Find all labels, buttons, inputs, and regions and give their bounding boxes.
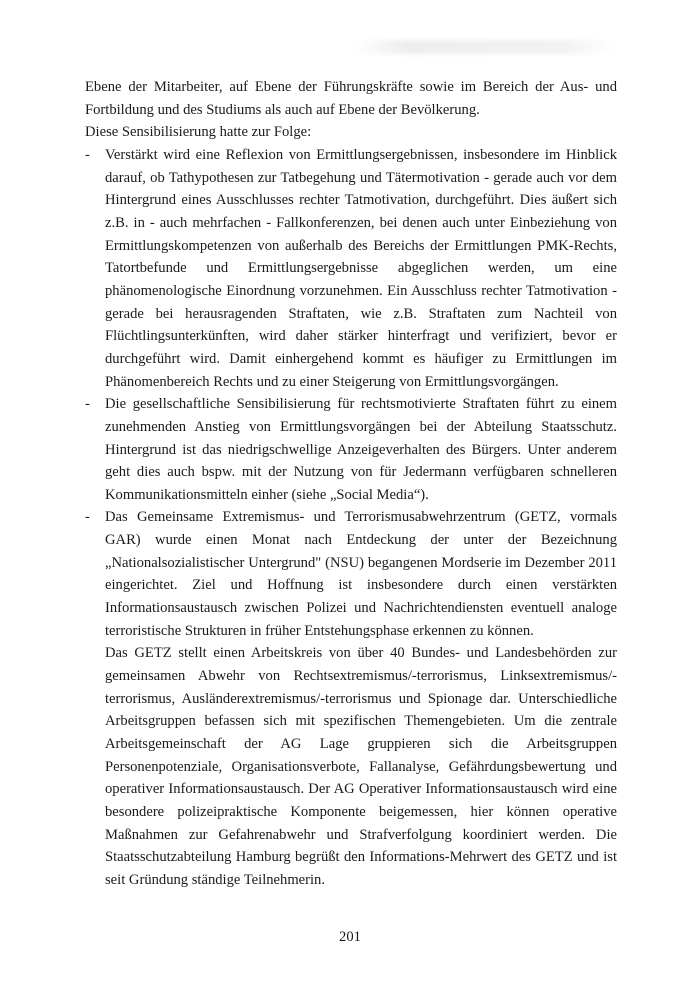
intro-paragraph: Ebene der Mitarbeiter, auf Ebene der Führungskräfte sowie im Bereich der Aus- und Fortbildung und des Studiums als auch auf Ebene der Bevölkerung. xyxy=(85,79,617,118)
bullet-text: Verstärkt wird eine Reflexion von Ermittlungsergebnissen, insbesondere im Hinblick darauf, ob Tathypothesen zur Tatbegehung und Tätermotivation - gerade auch vor dem Hintergrund eines Ausschlusses rechter Tatmotivation, durchgeführt. Dies äußert sich z.B. in - auch mehrfachen - Fallkonferenzen, bei denen auch unter Einbeziehung von Ermittlungskompetenzen von außerhalb des Bereichs der Ermittlungen PMK-Rechts, Tatortbefunde und Ermittlungsergebnisse abgeglichen werden, um eine phänomenologische Einordnung vorzunehmen. Ein Ausschluss rechter Tatmotivation - gerade bei herausragenden Straftaten, wie z.B. Straftaten zum Nachteil von Flüchtlingsunterkünften, wird daher stärker hinterfragt und verifiziert, bevor er durchgeführt wird. Damit einhergehend kommt es häufiger zu Ermittlungen im Phänomenbereich Rechts und zu einer Steigerung von Ermittlungsvorgängen. xyxy=(105,146,617,390)
bullet-text: Die gesellschaftliche Sensibilisierung für rechtsmotivierte Straftaten führt zu einem zunehmenden Anstieg von Ermittlungsvorgängen bei der Abteilung Staatsschutz. Hintergrund ist das niedrigschwellige Anzeigeverhalten des Bürgers. Unter anderem geht dies auch bspw. mit der Nutzung von für Jedermann verfügbaren schnelleren Kommunikationsmitteln einher (siehe „Social Media“). xyxy=(105,396,617,503)
bullet-text: Das Gemeinsame Extremismus- und Terrorismusabwehrzentrum (GETZ, vormals GAR) wurde einen Monat nach Entdeckung der unter der Bezeichnung „Nationalsozialistischer Untergrund" (NSU) begangenen Mordserie im Dezember 2011 eingerichtet. Ziel und Hoffnung ist insbesondere durch einen verstärkten Informationsaustausch zwischen Polizei und Nachrichtendiensten eventuell analoge terroristische Strukturen in früher Entstehungsphase erkennen zu können. xyxy=(105,509,617,639)
bullet-list xyxy=(85,144,617,642)
bullet-marker: - xyxy=(85,396,90,413)
list-item xyxy=(85,144,617,393)
bullet-marker: - xyxy=(85,146,90,163)
document-body xyxy=(85,76,617,892)
page-number: 201 xyxy=(339,929,361,945)
list-item xyxy=(85,393,617,506)
bullet-marker: - xyxy=(85,509,90,526)
getz-paragraph: Das GETZ stellt einen Arbeitskreis von über 40 Bundes- und Landesbehörden zur gemeinsamen Abwehr von Rechtsextremismus/-terrorismus, Linksextremismus/-terrorismus, Ausländerextremismus/-terrorismus und Spionage dar. Unterschiedliche Arbeitsgruppen befassen sich mit spezifischen Themengebieten. Um die zentrale Arbeitsgemeinschaft der AG Lage gruppieren sich die Arbeitsgruppen Personenpotenziale, Organisationsverbote, Fallanalyse, Gefährdungsbewertung und operativer Informationsaustausch. Der AG Operativer Informationsaustausch wird eine besondere polizeipraktische Komponente beigemessen, hier können operative Maßnahmen zur Gefahrenabwehr und Strafverfolgung koordiniert werden. Die Staatsschutzabteilung Hamburg begrüßt den Informations-Mehrwert des GETZ und ist seit Gründung ständige Teilnehmerin. xyxy=(105,645,617,888)
list-item xyxy=(85,506,617,642)
scan-header-smudge xyxy=(355,40,615,54)
lead-sentence: Diese Sensibilisierung hatte zur Folge: xyxy=(85,124,312,141)
